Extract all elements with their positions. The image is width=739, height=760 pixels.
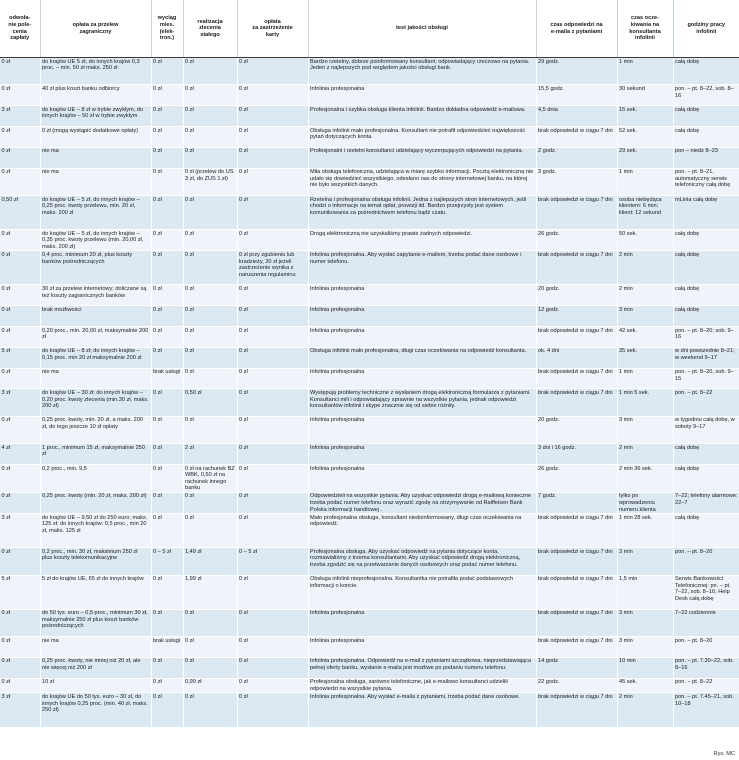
table-cell: 0 zł [151,347,183,368]
table-cell: 2 min [617,693,673,727]
table-cell: 0 zł [0,306,40,327]
table-cell: Rzetelna i profesjonalna obsługa infolinii. Jedna z najlepszych stron internetowych, jeśli chodzi o informacje na temat opłat, prowizji itd. Bardzo przejrzysty jest system komunikowania za pośrednictwem telefonu bądź czatu. [308,195,536,229]
table-cell: 15,5 godz. [536,85,617,106]
table-cell: 0 zł [237,58,308,85]
table-cell: do krajów UE – 30 zł; do innych krajów – 0,20 proc. kwoty zlecenia (min.30 zł, maks. 200 zł) [40,389,151,416]
table-cell: do 50 tys. euro – 0,5 proc., minimum 30 zł, maksymalnie 250 zł plus koszt banków pośredniczących [40,609,151,636]
table-row [0,464,739,492]
table-cell: Infolinia profesjonalna [308,326,536,347]
table-cell: brak odpowiedzi w ciągu 7 dni [536,389,617,416]
table-cell: 26 godz. [536,464,617,492]
table-cell: nie ma [40,637,151,658]
table-cell: do krajów UE 5 zł, do innych krajów 0,3 proc. – min. 50 zł maks. 250 zł [40,58,151,85]
table-cell: 0 zł [0,416,40,443]
table-cell: Drogą elektroniczną nie uzyskaliśmy prawie żadnych odpowiedzi. [308,229,536,250]
table-cell: 0 zł [151,251,183,285]
table-cell: 3 min [617,609,673,636]
table-cell: 0 zł [237,693,308,727]
table-cell: Infolinia profesjonalna [308,464,536,492]
table-row [0,326,739,347]
table-cell: 0 zł [151,147,183,168]
table-row [0,389,739,416]
table-cell: 3 zł [0,389,40,416]
table-cell: Infolinia profesjonalna [308,609,536,636]
table-cell: 0 zł [183,306,237,327]
table-cell: Infolinia profesjonalna [308,637,536,658]
table-cell: do krajów UE – 9,50 zł do 250 euro; maks. 125 zł; do innych krajów: 0,5 proc., min 20 zł, maks. 125 zł [40,514,151,548]
table-cell: 0 zł przy zgubieniu lub kradzieży, 20 zł jeżeli zastrzeżenie wynika z naruszenia regulaminu [237,251,308,285]
table-cell: 0 zł [183,285,237,306]
table-cell: 0 zł [151,657,183,678]
table-cell: do krajów UE do 50 tys. euro – 30 zł, do innych krajów 0,25 proc. (min. 40 zł, maks. 250 zł) [40,693,151,727]
table-cell: 0 – 5 zł [237,548,308,575]
table-cell: 0 zł na rachunek BZ WBK, 0,50 zł na rachunek innego banku [183,464,237,492]
table-cell: 0 zł [151,306,183,327]
table-cell: pon. – pt. 7.30–22, sob. 8–16 [673,657,739,678]
table-row [0,609,739,636]
table-cell: 5 zł do krajów UE, 65 zł do innych krajów [40,575,151,609]
table-cell: 0 zł [0,147,40,168]
table-cell: Infolinia profesjonalna. Odpowiedź na e-mail z pytaniami szczątkowa, nieprzedstawiająca pełnej oferty banku, wysłanie e-maila jest możliwe po podaniu numeru telefonu. [308,657,536,678]
table-row [0,126,739,147]
table-cell: pon. – pt. 8–22 [673,389,739,416]
table-cell: 0 zł [237,106,308,127]
table-cell: 0 zł [237,126,308,147]
table-cell: mLinia całą dobę [673,195,739,229]
table-cell: brak odpowiedzi w ciągu 7 dni [536,575,617,609]
table-cell: brak odpowiedzi w ciągu 7 dni [536,251,617,285]
table-cell: Infolinia profesjonalna [308,285,536,306]
table-cell: 40 zł plus koszt banku odbiorcy [40,85,151,106]
table-cell: brak odpowiedzi w ciągu 7 dni [536,609,617,636]
table-cell: 0 zł [0,678,40,693]
table-cell: 0 zł [151,126,183,147]
table-cell: 3 min [617,637,673,658]
table-cell: Infolinia profesjonalna. Aby wysłać e-maila z pytaniami, trzeba podać dane osobowe. [308,693,536,727]
table-cell: 0 zł [151,416,183,443]
table-cell: 0 zł [0,609,40,636]
table-cell: 10 zł [40,678,151,693]
table-cell: Bardzo rzetelny, dobrze poinformowany konsultant; odpowiadający rzeczowo na pytania. Jeden z najlepszych pod względem jakości obsługi bank. [308,58,536,85]
table-cell: 0,50 zł [0,195,40,229]
table-cell: całą dobę [673,58,739,85]
table-cell: 0 zł [151,464,183,492]
table-cell: brak odpowiedzi w ciągu 7 dni [536,514,617,548]
table-cell: Profesjonalni i rzetelni konsultanci udzielający wyczerpujących odpowiedzi na pytania. [308,147,536,168]
table-cell: 0 zł [0,548,40,575]
table-cell: 1,99 zł [183,575,237,609]
table-cell: brak odpowiedzi w ciągu 7 dni [536,693,617,727]
table-cell: Infolinia profesjonalna. Aby wysłać zapytanie e-mailem, trzeba podać dane osobowe i numer telefonu. [308,251,536,285]
table-cell: Infolinia profesjonalna [308,306,536,327]
table-cell: 15 sek. [617,106,673,127]
table-cell: 30 sekund [617,85,673,106]
table-cell: pon. – pt. 8–21, automatyczny serwis telefoniczny całą dobę [673,168,739,195]
table-cell: 1 min [617,58,673,85]
table-cell: 0 zł [183,229,237,250]
table-row [0,444,739,465]
table-row [0,368,739,389]
table-cell: 0 zł [151,106,183,127]
table-cell: 2 min [617,251,673,285]
table-cell: 1,5 min [617,575,673,609]
table-cell: pon. – pt. 8–22, sob. 8–16 [673,85,739,106]
table-cell: brak odpowiedzi w ciągu 7 dni [536,368,617,389]
table-cell: brak usługi [151,637,183,658]
table-cell: 30 zł za przelew internetowy; doliczane są też koszty zagranicznych banków [40,285,151,306]
table-cell: całą dobę [673,444,739,465]
table-cell: 0,99 zł [183,678,237,693]
table-cell: Obsługa infolinii nieprofesjonalna. Konsultantka nie potrafiła podać podstawowych informacji o koncie. [308,575,536,609]
table-cell: 35 sek. [617,347,673,368]
table-cell: całą dobę [673,306,739,327]
table-cell: 10 min [617,657,673,678]
table-cell: nie ma [40,147,151,168]
table-cell: tylko po wprowadzeniu numeru klienta [617,492,673,513]
table-cell: 0 zł [151,195,183,229]
table-cell: 0 zł [237,389,308,416]
table-cell: 0 zł (przelew do US 3 zł, do ZUS 1 zł) [183,168,237,195]
table-cell: 0,25 proc. kwoty, min. 20 zł, a maks. 200 zł, do tego jeszcze 10 zł opłaty [40,416,151,443]
table-cell: 0 zł [0,326,40,347]
table-cell: 0 zł [151,285,183,306]
table-cell: pon. – pt. 8–20; sob. 9–16 [673,326,739,347]
table-cell: 0 zł [237,416,308,443]
table-cell: 20 godz. [536,285,617,306]
table-cell: 3 zł [0,106,40,127]
table-cell: Profesjonalna i szybka obsługa klienta infolinii. Bardzo dokładna odpowiedź e-mailowa. [308,106,536,127]
table-row [0,251,739,285]
table-cell: 14 godz. [536,657,617,678]
table-cell: 1 min [617,168,673,195]
table-cell: Obsługa infolinii mało profesjonalna. Konsultant nie potrafił odpowiedzieć największość pytań dotyczących konta. [308,126,536,147]
table-cell: 0 zł [237,575,308,609]
table-cell: 7–22; telefony alarmowe: 22–7 [673,492,739,513]
table-cell: 1 min 28 sek. [617,514,673,548]
table-cell: 0 zł [0,251,40,285]
table-cell: 5 zł [0,347,40,368]
table-row [0,514,739,548]
table-row [0,548,739,575]
table-cell: 0 zł [237,444,308,465]
table-cell: Odpowiedzieli na wszystkie pytania. Aby uzyskać odpowiedzi drogą e-mailową konieczne trzeba podać numer telefonu oraz wyrazić zgodę na otrzymywanie od Raiffeisen Bank Polska informacji handlowej . [308,492,536,513]
table-cell: do krajów UE – 5 zł, do innych krajów – 0,35 proc. kwoty przelewu (min. 20,00 zł, maks. 200 zł) [40,229,151,250]
table-cell: całą dobę [673,514,739,548]
header-cell: wyciąg mies. (elek- tron.) [151,0,183,58]
table-row [0,85,739,106]
table-cell: 0 zł [237,609,308,636]
table-cell: nie ma [40,168,151,195]
table-cell: 0 zł [183,609,237,636]
table-cell: pon. – pt. 8–20, sob. 9–15 [673,368,739,389]
table-cell: 3 min [617,306,673,327]
table-cell: 22 godz. [536,678,617,693]
table-cell: całą dobę [673,126,739,147]
table-cell: 0 zł [0,58,40,85]
table-cell: 0 zł [151,168,183,195]
table-cell: 1 proc., minimum 15 zł, maksymalnie 250 zł [40,444,151,465]
table-cell: do krajów UE – 8 zł w trybie zwykłym, do innych krajów – 50 zł w trybie zwykłym [40,106,151,127]
table-cell: 4 zł [0,444,40,465]
table-row [0,637,739,658]
table-cell: 45 sek. [617,678,673,693]
table-cell: 0 zł [183,326,237,347]
table-cell: 0 zł [183,693,237,727]
table-cell: Infolinia profesjonalna [308,416,536,443]
table-cell: brak odpowiedzi w ciągu 7 dni [536,548,617,575]
header-cell: odwoła- nie pole- cenia zapłaty [0,0,40,58]
table-cell: 2 min [617,285,673,306]
table-cell: do krajów UE – 8 zł; do innych krajów – 0,15 proc. min 20 zł maksymalnie 200 zł [40,347,151,368]
table-cell: 0,2 proc., min. 9,5 [40,464,151,492]
table-cell: 0 zł [151,229,183,250]
table-cell: 0 zł [0,637,40,658]
table-cell: Występują problemy techniczne z wysłaniem drogą elektroniczną formularza z pytaniami. Konsultanci mili i odpowiadający sprawnie na wszystkie pytania, jednak odpowiedzi konsultantów infolinii i skype znacznie się od siebie różniły. [308,389,536,416]
table-cell: Mało profesjonalna obsługa, konsultant niedoinformowany, długi czas oczekiwania na odpowiedź. [308,514,536,548]
table-cell: 2 min [617,444,673,465]
header-cell: czas ocze- kiwania na konsultanta infolinii [617,0,673,58]
table-cell: 0 zł [237,326,308,347]
table-cell: 0,25 proc. kwoty (min. 20 zł, maks. 200 zł) [40,492,151,513]
table-cell: 3 zł [0,514,40,548]
table-cell: 0 zł [237,637,308,658]
table-cell: 0 zł [183,347,237,368]
table-cell: 0 zł [183,85,237,106]
table-cell: 0 zł [0,464,40,492]
table-row [0,575,739,609]
table-cell: 29 godz. [536,58,617,85]
table-cell: 0 zł [237,147,308,168]
table-row [0,195,739,229]
table-cell: całą dobę [673,106,739,127]
table-cell: 0 zł [0,168,40,195]
table-cell: nie ma [40,368,151,389]
table-cell: 12 godz. [536,306,617,327]
table-cell: 0 zł [151,514,183,548]
table-row [0,147,739,168]
table-row [0,229,739,250]
table-cell: brak odpowiedzi w ciągu 7 dni [536,195,617,229]
table-row [0,106,739,127]
table-cell: 0 zł [183,147,237,168]
table-cell: 0 zł [183,106,237,127]
table-cell: w tygodniu całą dobę, w soboty 9–17 [673,416,739,443]
table-cell: 0 zł [151,492,183,513]
table-cell: 0 zł [237,306,308,327]
table-cell: 26 godz. [536,229,617,250]
table-cell: 0 zł [183,195,237,229]
table-cell: 3 min [617,416,673,443]
table-cell: pon. – pt. 8–22 [673,678,739,693]
table-cell: 0 zł [237,514,308,548]
table-cell: 0,2 proc., min. 30 zł, maksimum 250 zł plus koszty telekomunikacyjne [40,548,151,575]
table-cell: w dni powszednie 8–21; w weekend 9–17 [673,347,739,368]
table-cell: 0,4 proc. minimum 20 zł, plus koszty banków pośredniczących [40,251,151,285]
table-cell: 0 – 5 zł [151,548,183,575]
header-cell: test jakości obsługi [308,0,536,58]
table-cell: 3 zł [0,693,40,727]
table-row [0,657,739,678]
table-row [0,168,739,195]
table-cell: 0 zł [183,492,237,513]
header-cell: godziny pracy infolinii [673,0,739,58]
table-cell: 0 zł [237,85,308,106]
table-cell: Obsługa infolinii mało profesjonalna, długi czas oczekiwania na odpowiedź konsultanta. [308,347,536,368]
table-row [0,416,739,443]
table-cell: 0 zł [151,444,183,465]
header-cell: opłata za zastrzeżenie karty [237,0,308,58]
table-cell: 1 min [617,368,673,389]
table-cell: 3 min [617,548,673,575]
table-cell: 0 zł [151,389,183,416]
table-cell: 0 zł [0,285,40,306]
table-cell: 0 zł [237,347,308,368]
table-cell: 2 zł [183,444,237,465]
table-cell: 0 zł [183,368,237,389]
table-cell: 0 zł [183,514,237,548]
table-cell: 0 zł [237,657,308,678]
table-cell: 0 zł [151,58,183,85]
figure-credit: Rys. MC [713,751,735,757]
header-row [0,0,739,58]
table-body [0,58,739,727]
table-cell: 0 zł [151,326,183,347]
table-cell: Infolinia profesjonalna [308,444,536,465]
table-cell: 4,5 dnia [536,106,617,127]
table-row [0,58,739,85]
table-cell: 2 min 36 sek. [617,464,673,492]
table-cell: 0 zł [151,85,183,106]
table-cell: 0 zł [151,609,183,636]
table-cell: całą dobę [673,464,739,492]
table-cell: pon. – pt. 7.45–21, sob. 10–18 [673,693,739,727]
table-cell: 0 zł [183,251,237,285]
table-cell: 0 zł [0,126,40,147]
table-cell: 0 zł [151,678,183,693]
table-cell: 0 zł [183,58,237,85]
header-cell: czas odpowiedzi na e-maila z pytaniami [536,0,617,58]
table-cell: 0 zł [0,229,40,250]
table-cell: 0 zł [0,368,40,389]
table-cell: całą dobę [673,285,739,306]
table-cell: 1,49 zł [183,548,237,575]
table-cell: brak możliwości [40,306,151,327]
table-cell: 0 zł [151,575,183,609]
table-cell: 0,50 zł [183,389,237,416]
table-cell: 0 zł [237,168,308,195]
table-cell: brak odpowiedzi w ciągu 7 dni [536,637,617,658]
table-cell: 0 zł [183,126,237,147]
table-cell: osoba niebędąca klientem: 6 min; klient: 12 sekund [617,195,673,229]
table-cell: 0 zł [237,492,308,513]
table-cell: Infolinia profesjonalna [308,368,536,389]
table-cell: 42 sek. [617,326,673,347]
table-cell: Infolinia profesjonalna [308,85,536,106]
table-cell: 7 godz. [536,492,617,513]
table-row [0,693,739,727]
table-cell: 0 zł [237,464,308,492]
table-cell: brak odpowiedzi w ciągu 7 dni [536,126,617,147]
table-row [0,678,739,693]
header-cell: realizacja zlecenia stałego [183,0,237,58]
table-cell: 0 zł [237,368,308,389]
table-row [0,492,739,513]
table-cell: 1 min 5 sek. [617,389,673,416]
table-cell: 0 zł [0,657,40,678]
table-cell: 50 sek. [617,229,673,250]
table-cell: 3 godz. [536,168,617,195]
header-cell: opłata za przelew zagraniczny [40,0,151,58]
table-cell: 3 dni i 16 godz. [536,444,617,465]
table-cell: 0,20 proc., min. 20,00 zł, maksymalnie 200 zł [40,326,151,347]
table-cell: pon. – pt. 8–20 [673,637,739,658]
table-cell: brak usługi [151,368,183,389]
table-cell: 20 godz. [536,416,617,443]
table-cell: Profesjonalna obsługa, zarówno telefoniczne, jak e-mailowo konsultanci udzielili odpowiedzi na wszystkie pytania. [308,678,536,693]
table-cell: pon – niedz 8–23 [673,147,739,168]
table-cell: pon. – pt. 8–20 [673,548,739,575]
table-row [0,285,739,306]
table-cell: 0 zł (mogą wystąpić dodatkowe opłaty) [40,126,151,147]
table-cell: 0 zł [151,693,183,727]
table-row [0,306,739,327]
table-cell: 0 zł [183,637,237,658]
table-cell: 0 zł [183,416,237,443]
table-cell: 5 zł [0,575,40,609]
table-cell: Profesjonalna obsługa. Aby uzyskać odpowiedź na pytania dotyczące konta, rozmawialiśmy z trzema konsultantami. Aby uzyskać odpowiedź drogą elektroniczną, trzeba zgodzić się na przetwarzanie danych osobowych oraz podać numer telefonu. [308,548,536,575]
table-cell: ok. 4 dni [536,347,617,368]
table-cell: 0 zł [237,285,308,306]
table-cell: 0 zł [183,657,237,678]
table-cell: 0 zł [237,195,308,229]
table-cell: do krajów UE – 5 zł, do innych krajów – 0,25 proc. kwoty przelewu, min. 20 zł, maks. 200 zł [40,195,151,229]
table-row [0,347,739,368]
table-cell: Serwis Bankowości Telefonicznej: pn. – pt. 7–22, sob. 8–16; Help Desk całą dobę [673,575,739,609]
table-cell: całą dobę [673,229,739,250]
table-cell: Miła obsługa telefoniczna, udzielająca w miarę szybko informacji. Pocztą elektroniczną nie udało się dowiedzieć wszystkiego, odesłano nas do strony internetowej banku, na której nie było wszystkich danych. [308,168,536,195]
table-cell: 0 zł [0,85,40,106]
table-cell: 2 godz. [536,147,617,168]
table-cell: 52 sek. [617,126,673,147]
table-cell: 7–22 codziennie [673,609,739,636]
table-cell: 0,25 proc. kwoty, nie mniej niż 20 zł, ale nie więcej niż 200 zł [40,657,151,678]
table-cell: brak odpowiedzi w ciągu 7 dni [536,326,617,347]
table-cell: 0 zł [237,678,308,693]
table-cell: 0 zł [0,492,40,513]
table-cell: całą dobę [673,251,739,285]
table-cell: 0 zł [237,229,308,250]
table-cell: 29 sek. [617,147,673,168]
